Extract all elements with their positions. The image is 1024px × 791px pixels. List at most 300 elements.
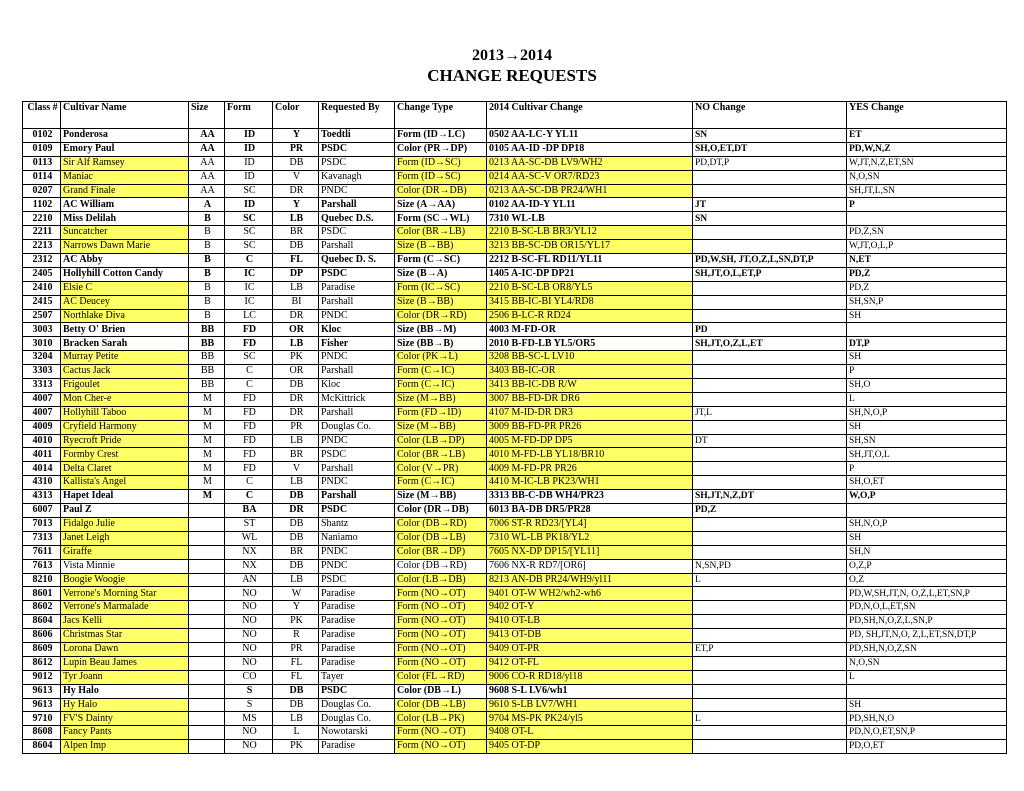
form-cell: NO [225,615,273,629]
no-change-cell [693,281,847,295]
yes-change-cell: L [847,392,1007,406]
class-cell: 8604 [23,740,61,754]
form-cell: NO [225,629,273,643]
class-cell: 2405 [23,267,61,281]
color-cell: BR [273,226,319,240]
class-cell: 8609 [23,642,61,656]
cultivar-change-cell: 4410 M-IC-LB PK23/WH1 [487,476,693,490]
cultivar-name-cell: Alpen Imp [61,740,189,754]
size-cell [189,517,225,531]
color-cell: PR [273,642,319,656]
requested-by-cell: Douglas Co. [319,712,395,726]
cultivar-change-cell: 3009 BB-FD-PR PR26 [487,420,693,434]
change-type-cell: Form (ID→LC) [395,129,487,143]
class-cell: 0109 [23,142,61,156]
form-cell: ST [225,517,273,531]
color-cell: DR [273,184,319,198]
cultivar-name-cell: Hollyhill Cotton Candy [61,267,189,281]
cultivar-change-cell: 9405 OT-DP [487,740,693,754]
size-cell [189,698,225,712]
size-cell [189,642,225,656]
table-row [23,615,1007,629]
class-cell: 7613 [23,559,61,573]
table-row [23,712,1007,726]
requested-by-cell: Paradise [319,281,395,295]
class-cell: 2312 [23,254,61,268]
no-change-cell [693,684,847,698]
class-cell: 2410 [23,281,61,295]
requested-by-cell: Toedtli [319,129,395,143]
table-row [23,184,1007,198]
color-cell: R [273,629,319,643]
table-row [23,517,1007,531]
column-header-class: Class # [23,102,61,129]
requested-by-cell: Kavanagh [319,170,395,184]
change-type-cell: Size (M→BB) [395,420,487,434]
change-requests-table [22,101,1007,754]
no-change-cell [693,615,847,629]
color-cell: DB [273,517,319,531]
no-change-cell: PD,W,SH, JT,O,Z,L,SN,DT,P [693,254,847,268]
form-cell: NO [225,601,273,615]
table-row [23,337,1007,351]
color-cell: FL [273,254,319,268]
size-cell [189,740,225,754]
column-header-yes-change: YES Change [847,102,1007,129]
cultivar-change-cell: 1405 A-IC-DP DP21 [487,267,693,281]
cultivar-change-cell: 9412 OT-FL [487,656,693,670]
color-cell: OR [273,323,319,337]
form-cell: NO [225,642,273,656]
requested-by-cell: PNDC [319,476,395,490]
no-change-cell [693,448,847,462]
color-cell: W [273,587,319,601]
class-cell: 0207 [23,184,61,198]
table-row [23,309,1007,323]
yes-change-cell: W,JT,O,L,P [847,240,1007,254]
change-type-cell: Form (NO→OT) [395,601,487,615]
column-header-requested-by: Requested By [319,102,395,129]
change-type-cell: Form (ID→SC) [395,170,487,184]
no-change-cell: PD [693,323,847,337]
size-cell: BB [189,351,225,365]
form-cell: C [225,476,273,490]
class-cell: 2213 [23,240,61,254]
size-cell [189,656,225,670]
change-type-cell: Form (NO→OT) [395,587,487,601]
table-body [23,129,1007,754]
size-cell: B [189,267,225,281]
form-cell: NX [225,545,273,559]
yes-change-cell: PD,N,O,L,ET,SN [847,601,1007,615]
change-type-cell: Form (NO→OT) [395,642,487,656]
color-cell: DB [273,531,319,545]
form-cell: ID [225,156,273,170]
color-cell: BR [273,545,319,559]
cultivar-name-cell: Sir Alf Ramsey [61,156,189,170]
table-row [23,351,1007,365]
color-cell: LB [273,476,319,490]
form-cell: C [225,365,273,379]
yes-change-cell: P [847,462,1007,476]
yes-change-cell: O,Z [847,573,1007,587]
cultivar-change-cell: 9409 OT-PR [487,642,693,656]
cultivar-change-cell: 3403 BB-IC-OR [487,365,693,379]
cultivar-name-cell: Hy Halo [61,698,189,712]
requested-by-cell: Parshall [319,406,395,420]
size-cell [189,573,225,587]
size-cell: A [189,198,225,212]
table-row [23,212,1007,226]
change-type-cell: Color (LB→PK) [395,712,487,726]
requested-by-cell: PSDC [319,573,395,587]
size-cell: B [189,212,225,226]
no-change-cell [693,531,847,545]
form-cell: ID [225,142,273,156]
size-cell: AA [189,184,225,198]
size-cell [189,670,225,684]
table-row [23,684,1007,698]
cultivar-change-cell: 3213 BB-SC-DB OR15/YL17 [487,240,693,254]
form-cell: ID [225,198,273,212]
requested-by-cell: Parshall [319,462,395,476]
yes-change-cell [847,212,1007,226]
cultivar-name-cell: Jacs Kelli [61,615,189,629]
cultivar-change-cell: 9704 MS-PK PK24/yl5 [487,712,693,726]
cultivar-change-cell: 7606 NX-R RD7/[OR6] [487,559,693,573]
column-header-color: Color [273,102,319,129]
table-row [23,476,1007,490]
color-cell: DB [273,156,319,170]
cultivar-name-cell: Christmas Star [61,629,189,643]
cultivar-name-cell: Mon Cher-e [61,392,189,406]
requested-by-cell: PNDC [319,309,395,323]
color-cell: LB [273,337,319,351]
change-type-cell: Color (DB→RD) [395,559,487,573]
class-cell: 8612 [23,656,61,670]
no-change-cell [693,240,847,254]
form-cell: SC [225,212,273,226]
size-cell [189,587,225,601]
change-type-cell: Form (NO→OT) [395,615,487,629]
class-cell: 4007 [23,392,61,406]
change-type-cell: Form (SC→WL) [395,212,487,226]
cultivar-name-cell: Frigoulet [61,379,189,393]
color-cell: Y [273,198,319,212]
change-type-cell: Form (C→SC) [395,254,487,268]
column-header-no-change: NO Change [693,102,847,129]
yes-change-cell: SH,JT,O,L [847,448,1007,462]
cultivar-change-cell: 0213 AA-SC-DB PR24/WH1 [487,184,693,198]
cultivar-change-cell: 7310 WL-LB [487,212,693,226]
color-cell: DR [273,406,319,420]
requested-by-cell: PSDC [319,684,395,698]
cultivar-name-cell: Tyr Joann [61,670,189,684]
cultivar-name-cell: Vista Minnie [61,559,189,573]
cultivar-name-cell: Verrone's Marmalade [61,601,189,615]
requested-by-cell: Paradise [319,642,395,656]
size-cell: BB [189,337,225,351]
size-cell: BB [189,323,225,337]
cultivar-change-cell: 0214 AA-SC-V OR7/RD23 [487,170,693,184]
form-cell: FD [225,420,273,434]
change-type-cell: Color (DB→LB) [395,698,487,712]
requested-by-cell: PNDC [319,559,395,573]
yes-change-cell: SH,SN,P [847,295,1007,309]
cultivar-change-cell: 3413 BB-IC-DB R/W [487,379,693,393]
cultivar-change-cell: 4107 M-ID-DR DR3 [487,406,693,420]
no-change-cell: SH,JT,O,Z,L,ET [693,337,847,351]
table-row [23,504,1007,518]
requested-by-cell: PNDC [319,434,395,448]
no-change-cell [693,420,847,434]
requested-by-cell: PNDC [319,351,395,365]
no-change-cell [693,545,847,559]
table-row [23,254,1007,268]
page-title: CHANGE REQUESTS [427,66,597,85]
requested-by-cell: Parshall [319,365,395,379]
size-cell: BB [189,365,225,379]
table-row [23,629,1007,643]
no-change-cell: PD,Z [693,504,847,518]
form-cell: MS [225,712,273,726]
no-change-cell [693,365,847,379]
size-cell: B [189,226,225,240]
requested-by-cell: Paradise [319,629,395,643]
no-change-cell [693,351,847,365]
requested-by-cell: Douglas Co. [319,698,395,712]
size-cell: AA [189,170,225,184]
yes-change-cell: O,Z,P [847,559,1007,573]
yes-change-cell: N,O,SN [847,170,1007,184]
cultivar-name-cell: Fancy Pants [61,726,189,740]
size-cell: AA [189,156,225,170]
requested-by-cell: Parshall [319,198,395,212]
cultivar-name-cell: Cactus Jack [61,365,189,379]
change-type-cell: Form (NO→OT) [395,656,487,670]
table-row [23,142,1007,156]
form-cell: FD [225,462,273,476]
no-change-cell: DT [693,434,847,448]
size-cell: B [189,254,225,268]
form-cell: BA [225,504,273,518]
cultivar-change-cell: 3208 BB-SC-L LV10 [487,351,693,365]
requested-by-cell: PSDC [319,156,395,170]
yes-change-cell [847,684,1007,698]
requested-by-cell: Quebec D.S. [319,212,395,226]
size-cell: B [189,240,225,254]
cultivar-name-cell: Kallista's Angel [61,476,189,490]
cultivar-change-cell: 9408 OT-L [487,726,693,740]
yes-change-cell: W,JT,N,Z,ET,SN [847,156,1007,170]
yes-change-cell: PD,Z [847,267,1007,281]
yes-change-cell: N,ET [847,254,1007,268]
no-change-cell: SH,JT,O,L,ET,P [693,267,847,281]
yes-change-cell: SH [847,531,1007,545]
color-cell: DB [273,490,319,504]
class-cell: 8608 [23,726,61,740]
yes-change-cell: PD,O,ET [847,740,1007,754]
size-cell: B [189,295,225,309]
size-cell [189,504,225,518]
change-type-cell: Size (BB→M) [395,323,487,337]
change-type-cell: Color (BR→LB) [395,226,487,240]
class-cell: 9613 [23,698,61,712]
requested-by-cell: Parshall [319,490,395,504]
color-cell: DR [273,504,319,518]
yes-change-cell: SH,O [847,379,1007,393]
yes-change-cell: PD,SH,N,O,Z,L,SN,P [847,615,1007,629]
table-row [23,170,1007,184]
size-cell: M [189,434,225,448]
form-cell: FD [225,434,273,448]
yes-change-cell: SH,SN [847,434,1007,448]
table-row [23,740,1007,754]
size-cell: M [189,420,225,434]
requested-by-cell: Kloc [319,323,395,337]
cultivar-change-cell: 3007 BB-FD-DR DR6 [487,392,693,406]
table-row [23,587,1007,601]
change-type-cell: Form (C→IC) [395,379,487,393]
color-cell: DB [273,559,319,573]
table-row [23,642,1007,656]
size-cell [189,712,225,726]
no-change-cell: L [693,712,847,726]
cultivar-name-cell: Cryfield Harmony [61,420,189,434]
yes-change-cell: PD,SH,N,O,Z,SN [847,642,1007,656]
change-type-cell: Size (B→BB) [395,240,487,254]
form-cell: NO [225,726,273,740]
cultivar-name-cell: Formby Crest [61,448,189,462]
no-change-cell: SH,O,ET,DT [693,142,847,156]
yes-change-cell: P [847,365,1007,379]
table-row [23,670,1007,684]
cultivar-change-cell: 4005 M-FD-DP DP5 [487,434,693,448]
no-change-cell: N,SN,PD [693,559,847,573]
cultivar-name-cell: Elsie C [61,281,189,295]
column-header-2014-cultivar-change: 2014 Cultivar Change [487,102,693,129]
cultivar-name-cell: FV'S Dainty [61,712,189,726]
requested-by-cell: PSDC [319,448,395,462]
table-row [23,240,1007,254]
size-cell: B [189,309,225,323]
form-cell: FD [225,448,273,462]
cultivar-change-cell: 2210 B-SC-LB BR3/YL12 [487,226,693,240]
change-type-cell: Color (DR→RD) [395,309,487,323]
form-cell: NO [225,587,273,601]
class-cell: 3003 [23,323,61,337]
change-type-cell: Form (FD→ID) [395,406,487,420]
cultivar-name-cell: Paul Z [61,504,189,518]
yes-change-cell: SH [847,309,1007,323]
table-row [23,434,1007,448]
change-type-cell: Color (PK→L) [395,351,487,365]
no-change-cell [693,295,847,309]
no-change-cell [693,656,847,670]
cultivar-change-cell: 9401 OT-W WH2/wh2-wh6 [487,587,693,601]
form-cell: C [225,490,273,504]
cultivar-name-cell: Emory Paul [61,142,189,156]
requested-by-cell: Fisher [319,337,395,351]
requested-by-cell: Douglas Co. [319,420,395,434]
cultivar-change-cell: 3313 BB-C-DB WH4/PR23 [487,490,693,504]
change-type-cell: Color (LB→DP) [395,434,487,448]
table-row [23,323,1007,337]
class-cell: 2210 [23,212,61,226]
requested-by-cell: Paradise [319,740,395,754]
color-cell: V [273,462,319,476]
class-cell: 0102 [23,129,61,143]
cultivar-change-cell: 8213 AN-DB PR24/WH9/yl11 [487,573,693,587]
yes-change-cell: L [847,670,1007,684]
table-row [23,156,1007,170]
no-change-cell [693,726,847,740]
cultivar-name-cell: AC Deucey [61,295,189,309]
color-cell: DB [273,379,319,393]
cultivar-change-cell: 2010 B-FD-LB YL5/OR5 [487,337,693,351]
color-cell: BR [273,448,319,462]
change-type-cell: Size (B→BB) [395,295,487,309]
color-cell: DB [273,698,319,712]
table-row [23,490,1007,504]
color-cell: LB [273,712,319,726]
size-cell: M [189,462,225,476]
requested-by-cell: PSDC [319,226,395,240]
size-cell [189,684,225,698]
table-row [23,448,1007,462]
no-change-cell: JT [693,198,847,212]
form-cell: FD [225,406,273,420]
cultivar-change-cell: 0105 AA-ID -DP DP18 [487,142,693,156]
cultivar-name-cell: Northlake Diva [61,309,189,323]
color-cell: PK [273,740,319,754]
no-change-cell: JT,L [693,406,847,420]
change-type-cell: Form (NO→OT) [395,629,487,643]
no-change-cell [693,226,847,240]
class-cell: 6007 [23,504,61,518]
class-cell: 7611 [23,545,61,559]
no-change-cell [693,184,847,198]
size-cell: AA [189,142,225,156]
cultivar-change-cell: 9402 OT-Y [487,601,693,615]
no-change-cell [693,392,847,406]
no-change-cell: SN [693,212,847,226]
yes-change-cell [847,504,1007,518]
color-cell: DR [273,392,319,406]
requested-by-cell: Parshall [319,295,395,309]
color-cell: LB [273,434,319,448]
class-cell: 4313 [23,490,61,504]
no-change-cell [693,379,847,393]
cultivar-name-cell: Miss Delilah [61,212,189,226]
requested-by-cell: Parshall [319,240,395,254]
size-cell [189,601,225,615]
cultivar-change-cell: 0502 AA-LC-Y YL11 [487,129,693,143]
class-cell: 9613 [23,684,61,698]
cultivar-change-cell: 6013 BA-DB DR5/PR28 [487,504,693,518]
change-type-cell: Size (BB→B) [395,337,487,351]
class-cell: 9710 [23,712,61,726]
cultivar-change-cell: 9608 S-L LV6/wh1 [487,684,693,698]
change-type-cell: Color (DR→DB) [395,184,487,198]
no-change-cell [693,587,847,601]
class-cell: 4009 [23,420,61,434]
color-cell: LB [273,281,319,295]
yes-change-cell: PD,Z [847,281,1007,295]
change-type-cell: Size (M→BB) [395,392,487,406]
table-row [23,365,1007,379]
cultivar-name-cell: Fidalgo Julie [61,517,189,531]
